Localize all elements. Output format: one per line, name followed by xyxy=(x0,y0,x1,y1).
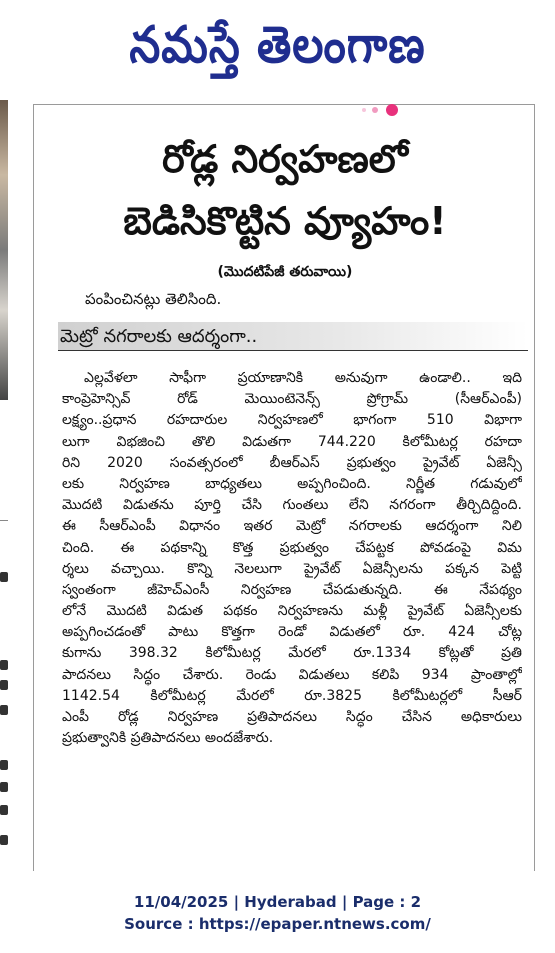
body-line: రిని 2020 సంవత్సరంలో బీఆర్ఎస్ ప్రభుత్వం ప్రైవేట్ ఏజెన్సీ xyxy=(62,454,522,471)
headline-line-2: బెడిసికొట్టిన వ్యూహం! xyxy=(123,199,447,243)
decorative-dot xyxy=(386,104,398,116)
adjacent-photo xyxy=(0,100,8,400)
body-line: లుగా విభజించి తొలి విడుతగా 744.220 కిలోమీటర్ల రహదా xyxy=(62,433,522,450)
continuation-note: (మొదటిపేజీ తరువాయి) xyxy=(217,264,353,280)
footer-source-line: Source : https://epaper.ntnews.com/ xyxy=(124,915,431,933)
article-body xyxy=(62,368,522,749)
body-line: అప్పగించడంతో పాటు కొత్తగా రెండో విడుతలో రూ. 424 చోట్ల xyxy=(62,624,522,641)
headline-line-1: రోడ్ల నిర్వహణలో xyxy=(162,137,408,181)
body-line: 1142.54 కిలోమీటర్ల మేరలో రూ.3825 కిలోమీటర్లలో సీఆర్ xyxy=(62,687,522,704)
body-line: కుగాను 398.32 కిలోమీటర్ల మేరలో రూ.1334 కోట్లతో ప్రతి xyxy=(62,645,522,662)
body-line: మొదటి విడుతను పూర్తి చేసి గుంతలు లేని నగరంగా తీర్చిదిద్దింది. xyxy=(62,497,522,514)
decorative-dot xyxy=(362,108,366,112)
body-line: చింది. ఈ పథకాన్ని కొత్త ప్రభుత్వం చేపట్టక పోవడంపై విమ xyxy=(62,539,522,556)
body-line: ప్రభుత్వానికి ప్రతిపాదనలు అందజేశారు. xyxy=(62,730,274,747)
column-divider xyxy=(0,520,8,521)
body-line: స్వంతంగా జీహెచ్ఎంసీ నిర్వహణ చేపడుతున్నది. ఈ నేపథ్యం xyxy=(62,581,522,598)
body-line: ర్శలు వచ్చాయి. కొన్ని నెలలుగా ప్రైవేట్ ఏజెన్సీలను పక్కన పెట్టి xyxy=(62,560,522,577)
footer-date-line: 11/04/2025 | Hyderabad | Page : 2 xyxy=(133,893,422,911)
body-line: లోనే మొదటి విడుత పథకం నిర్వహణను మళ్లీ ప్రైవేట్ ఏజెన్సీలకు xyxy=(62,603,522,620)
body-line: కాంప్రెహెన్సివ్ రోడ్ మెయింటెనెన్స్ ప్రోగ్రామ్ (సీఆర్ఎంపీ) xyxy=(62,391,522,408)
body-line: ఈ సీఆర్ఎంపీ విధానం ఇతర మెట్రో నగరాలకు ఆదర్శంగా నిలి xyxy=(62,518,522,535)
body-line: లక్ష్యం..ప్రధాన రహదారుల నిర్వహణలో భాగంగా 510 విభాగా xyxy=(62,412,522,429)
body-line: పాదనలు సిద్ధం చేశారు. రెండు విడుతలు కలిపి 934 ప్రాంతాల్లో xyxy=(62,666,522,683)
newspaper-logo: నమస్తే తెలంగాణ xyxy=(129,16,426,75)
subheading-underline xyxy=(58,350,528,351)
lead-text: పంపించినట్లు తెలిసింది. xyxy=(85,290,222,308)
subheading: మెట్రో నగరాలకు ఆదర్శంగా.. xyxy=(60,326,258,347)
masthead xyxy=(0,0,555,92)
decorative-dot xyxy=(372,107,378,113)
body-line: ఎంపీ రోడ్ల నిర్వహణ ప్రతిపాదనలు సిద్ధం చేసిన అధికారులు xyxy=(62,709,522,725)
body-line: లకు నిర్వహణ బాధ్యతలు అప్పగించింది. నిర్ణీత గడువులో xyxy=(62,475,522,492)
adjacent-column-strip xyxy=(0,100,8,870)
body-line: ఎల్లవేళలా సాఫీగా ప్రయాణానికి అనువుగా ఉండాలి.. ఇది xyxy=(84,370,522,386)
